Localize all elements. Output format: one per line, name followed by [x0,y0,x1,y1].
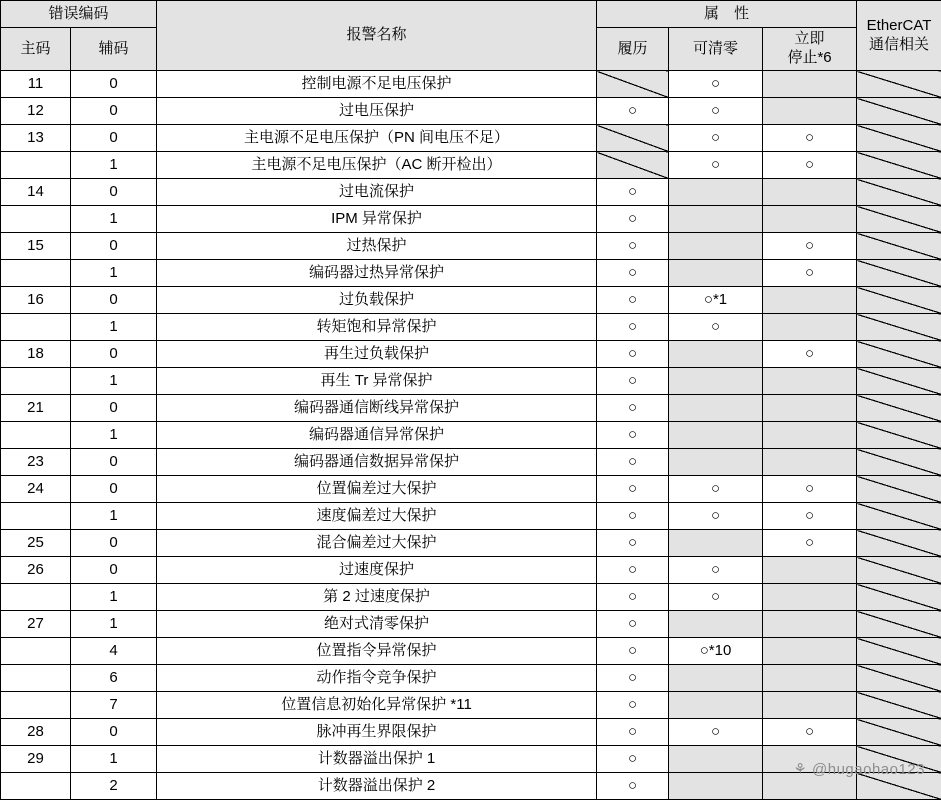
cell-ethercat [857,314,941,341]
cell-clearable: ○ [669,503,763,530]
cell-history: ○ [597,638,669,665]
cell-alarm-name: 混合偏差过大保护 [157,530,597,557]
cell-clearable: ○ [669,71,763,98]
cell-main-code: 26 [1,557,71,584]
cell-alarm-name: 过速度保护 [157,557,597,584]
cell-history: ○ [597,233,669,260]
cell-alarm-name: 过热保护 [157,233,597,260]
header-alarm-name: 报警名称 [157,1,597,71]
cell-main-code [1,422,71,449]
cell-history: ○ [597,287,669,314]
cell-clearable: ○ [669,125,763,152]
cell-main-code [1,152,71,179]
cell-clearable [669,233,763,260]
header-clearable: 可清零 [669,28,763,71]
cell-alarm-name: 第 2 过速度保护 [157,584,597,611]
cell-clearable [669,341,763,368]
cell-sub-code: 0 [71,449,157,476]
cell-immediate-stop [763,692,857,719]
cell-immediate-stop [763,287,857,314]
cell-sub-code: 1 [71,368,157,395]
table-row [1,719,941,746]
cell-immediate-stop [763,314,857,341]
cell-history: ○ [597,665,669,692]
cell-immediate-stop [763,71,857,98]
cell-history: ○ [597,314,669,341]
cell-main-code [1,503,71,530]
cell-clearable: ○ [669,584,763,611]
cell-sub-code: 0 [71,71,157,98]
cell-sub-code: 4 [71,638,157,665]
cell-alarm-name: 脉冲再生界限保护 [157,719,597,746]
cell-sub-code: 0 [71,179,157,206]
header-ethercat [857,1,941,71]
cell-immediate-stop [763,179,857,206]
cell-clearable [669,260,763,287]
cell-alarm-name: 绝对式清零保护 [157,611,597,638]
watermark-text: @hugaohao123 [812,761,925,778]
cell-clearable [669,530,763,557]
cell-immediate-stop: ○ [763,503,857,530]
cell-alarm-name: 主电源不足电压保护（PN 间电压不足） [157,125,597,152]
cell-main-code: 18 [1,341,71,368]
cell-sub-code: 0 [71,530,157,557]
cell-main-code [1,260,71,287]
cell-sub-code: 6 [71,665,157,692]
cell-ethercat [857,638,941,665]
cell-alarm-name: 转矩饱和异常保护 [157,314,597,341]
cell-alarm-name: 编码器通信断线异常保护 [157,395,597,422]
cell-sub-code: 1 [71,260,157,287]
cell-clearable [669,368,763,395]
cell-ethercat [857,233,941,260]
cell-main-code: 25 [1,530,71,557]
table-row [1,287,941,314]
cell-history: ○ [597,476,669,503]
cell-ethercat [857,395,941,422]
cell-immediate-stop [763,611,857,638]
cell-main-code: 27 [1,611,71,638]
cell-clearable: ○ [669,98,763,125]
cell-main-code: 13 [1,125,71,152]
cell-immediate-stop [763,395,857,422]
table-row [1,341,941,368]
table-header [1,1,941,71]
cell-sub-code: 0 [71,341,157,368]
table-row [1,476,941,503]
table-row [1,449,941,476]
cell-sub-code: 0 [71,98,157,125]
table-row [1,638,941,665]
cell-main-code [1,206,71,233]
table-row [1,152,941,179]
cell-ethercat [857,206,941,233]
cell-clearable: ○*1 [669,287,763,314]
cell-main-code: 28 [1,719,71,746]
cell-clearable: ○ [669,314,763,341]
table-row [1,773,941,800]
cell-immediate-stop: ○ [763,530,857,557]
cell-sub-code: 0 [71,287,157,314]
cell-history [597,125,669,152]
cell-immediate-stop [763,746,857,773]
table-body [1,71,941,800]
cell-immediate-stop [763,449,857,476]
cell-ethercat [857,368,941,395]
cell-history: ○ [597,206,669,233]
cell-ethercat [857,530,941,557]
cell-immediate-stop [763,665,857,692]
cell-ethercat [857,98,941,125]
table-row [1,746,941,773]
cell-immediate-stop: ○ [763,476,857,503]
cell-ethercat [857,719,941,746]
cell-alarm-name: 位置信息初始化异常保护 *11 [157,692,597,719]
table-row [1,584,941,611]
cell-sub-code: 7 [71,692,157,719]
cell-main-code [1,773,71,800]
cell-immediate-stop [763,206,857,233]
header-immediate-stop-line1: 立即 [794,30,825,48]
cell-history: ○ [597,719,669,746]
header-row-top [1,1,941,28]
cell-sub-code: 1 [71,611,157,638]
cell-ethercat [857,476,941,503]
cell-history: ○ [597,584,669,611]
cell-alarm-name: 再生 Tr 异常保护 [157,368,597,395]
cell-sub-code: 1 [71,503,157,530]
table-row [1,233,941,260]
cell-sub-code: 1 [71,422,157,449]
cell-immediate-stop: ○ [763,719,857,746]
cell-sub-code: 1 [71,152,157,179]
cell-sub-code: 1 [71,314,157,341]
cell-history: ○ [597,611,669,638]
cell-main-code: 12 [1,98,71,125]
cell-alarm-name: 过电流保护 [157,179,597,206]
table-row [1,665,941,692]
header-immediate-stop [763,28,857,71]
cell-alarm-name: 计数器溢出保护 1 [157,746,597,773]
cell-ethercat [857,611,941,638]
header-sub-code: 辅码 [71,28,157,71]
cell-alarm-name: 计数器溢出保护 2 [157,773,597,800]
header-ethercat-line2: 通信相关 [869,35,930,53]
cell-history: ○ [597,449,669,476]
cell-alarm-name: 编码器通信数据异常保护 [157,449,597,476]
table-row [1,557,941,584]
table-row [1,125,941,152]
cell-main-code [1,314,71,341]
cell-alarm-name: 控制电源不足电压保护 [157,71,597,98]
cell-main-code: 29 [1,746,71,773]
cell-ethercat [857,584,941,611]
table-row [1,206,941,233]
table-row [1,314,941,341]
cell-main-code: 16 [1,287,71,314]
cell-history: ○ [597,746,669,773]
cell-history: ○ [597,395,669,422]
table-row [1,71,941,98]
cell-history [597,152,669,179]
cell-main-code: 21 [1,395,71,422]
cell-clearable [669,611,763,638]
header-main-code: 主码 [1,28,71,71]
cell-history: ○ [597,692,669,719]
cell-sub-code: 0 [71,557,157,584]
cell-ethercat [857,341,941,368]
cell-ethercat [857,746,941,773]
table-row [1,422,941,449]
cell-alarm-name: 过负载保护 [157,287,597,314]
cell-sub-code: 1 [71,584,157,611]
cell-clearable [669,746,763,773]
cell-main-code [1,638,71,665]
header-error-code-group: 错误编码 [1,1,157,28]
cell-main-code: 11 [1,71,71,98]
cell-immediate-stop: ○ [763,233,857,260]
cell-clearable [669,449,763,476]
cell-history: ○ [597,260,669,287]
cell-main-code [1,692,71,719]
cell-ethercat [857,152,941,179]
cell-main-code: 23 [1,449,71,476]
cell-history: ○ [597,98,669,125]
cell-history: ○ [597,422,669,449]
watermark-icon: ⚘ [793,761,808,778]
cell-clearable [669,692,763,719]
cell-history: ○ [597,341,669,368]
cell-sub-code: 2 [71,773,157,800]
cell-history: ○ [597,503,669,530]
cell-immediate-stop [763,773,857,800]
cell-clearable [669,206,763,233]
cell-ethercat [857,665,941,692]
cell-clearable [669,422,763,449]
cell-alarm-name: 过电压保护 [157,98,597,125]
table-row [1,611,941,638]
cell-main-code: 15 [1,233,71,260]
cell-alarm-name: 动作指令竞争保护 [157,665,597,692]
cell-ethercat [857,692,941,719]
cell-main-code [1,584,71,611]
header-history: 履历 [597,28,669,71]
cell-history: ○ [597,530,669,557]
cell-alarm-name: 速度偏差过大保护 [157,503,597,530]
cell-sub-code: 0 [71,476,157,503]
cell-ethercat [857,71,941,98]
cell-immediate-stop: ○ [763,152,857,179]
cell-sub-code: 0 [71,125,157,152]
table-row [1,692,941,719]
cell-clearable [669,395,763,422]
cell-alarm-name: 编码器通信异常保护 [157,422,597,449]
cell-clearable: ○ [669,152,763,179]
cell-clearable: ○ [669,476,763,503]
cell-history [597,71,669,98]
header-ethercat-line1: EtherCAT [866,16,932,34]
cell-clearable [669,665,763,692]
table-row [1,395,941,422]
cell-ethercat [857,503,941,530]
cell-sub-code: 1 [71,206,157,233]
cell-immediate-stop [763,638,857,665]
cell-immediate-stop: ○ [763,341,857,368]
cell-alarm-name: 再生过负载保护 [157,341,597,368]
table-row [1,179,941,206]
cell-ethercat [857,449,941,476]
cell-history: ○ [597,368,669,395]
cell-clearable: ○ [669,719,763,746]
cell-immediate-stop [763,557,857,584]
cell-clearable [669,773,763,800]
header-attribute-group: 属 性 [597,1,857,28]
cell-main-code [1,665,71,692]
cell-history: ○ [597,773,669,800]
cell-immediate-stop: ○ [763,125,857,152]
cell-main-code [1,368,71,395]
cell-alarm-name: IPM 异常保护 [157,206,597,233]
cell-main-code: 24 [1,476,71,503]
cell-clearable: ○ [669,557,763,584]
table-row [1,530,941,557]
table-row [1,503,941,530]
table-row [1,98,941,125]
table-row [1,260,941,287]
cell-sub-code: 1 [71,746,157,773]
cell-history: ○ [597,179,669,206]
cell-clearable: ○*10 [669,638,763,665]
cell-ethercat [857,557,941,584]
cell-ethercat [857,287,941,314]
cell-sub-code: 0 [71,719,157,746]
cell-main-code: 14 [1,179,71,206]
cell-alarm-name: 位置指令异常保护 [157,638,597,665]
cell-ethercat [857,179,941,206]
cell-immediate-stop: ○ [763,260,857,287]
cell-sub-code: 0 [71,395,157,422]
cell-alarm-name: 位置偏差过大保护 [157,476,597,503]
cell-ethercat [857,125,941,152]
cell-clearable [669,179,763,206]
header-immediate-stop-line2: 停止*6 [787,49,832,66]
cell-immediate-stop [763,368,857,395]
cell-ethercat [857,422,941,449]
cell-ethercat [857,773,941,800]
cell-alarm-name: 编码器过热异常保护 [157,260,597,287]
cell-immediate-stop [763,98,857,125]
cell-immediate-stop [763,422,857,449]
cell-history: ○ [597,557,669,584]
cell-sub-code: 0 [71,233,157,260]
cell-ethercat [857,260,941,287]
cell-immediate-stop [763,584,857,611]
table-row [1,368,941,395]
cell-alarm-name: 主电源不足电压保护（AC 断开检出） [157,152,597,179]
